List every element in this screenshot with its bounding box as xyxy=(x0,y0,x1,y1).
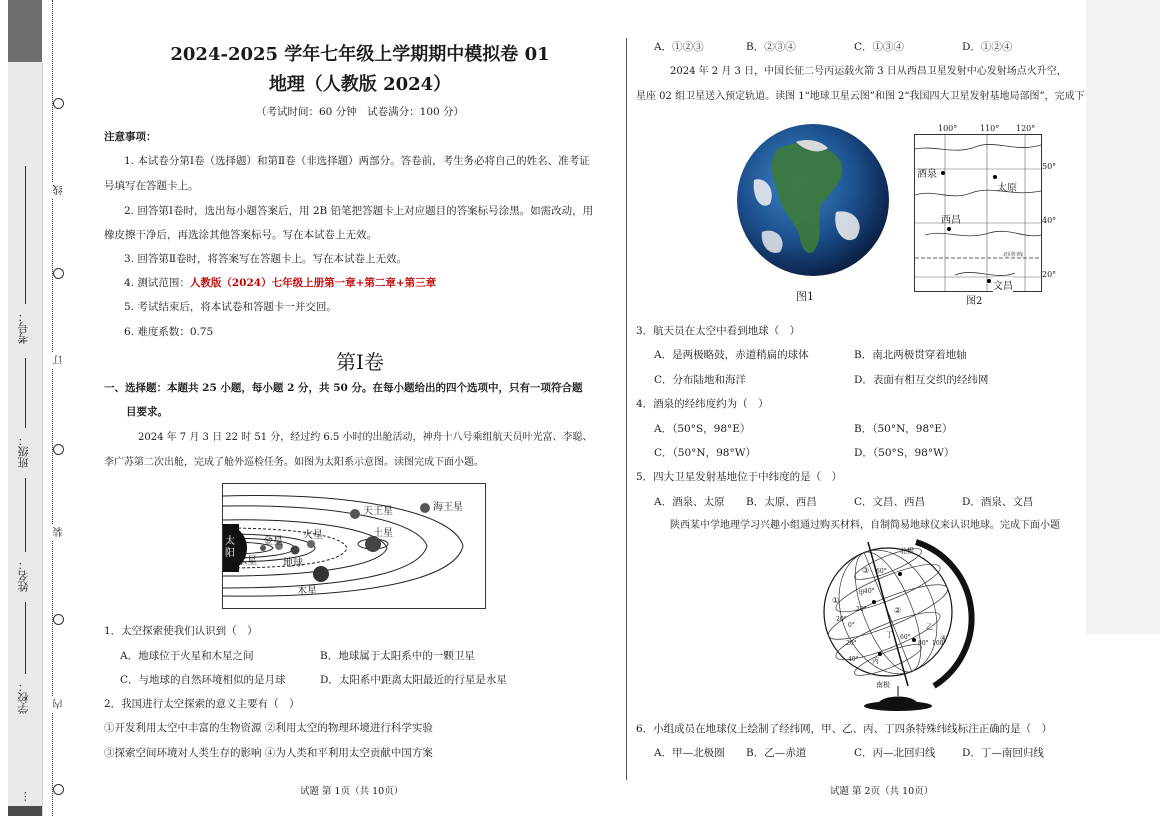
sun-label: 太阳 xyxy=(225,536,235,559)
fig2-tick-top: 100° xyxy=(938,124,958,133)
venus-label: 金星 xyxy=(263,536,283,547)
solar-system-figure xyxy=(222,483,486,609)
notice-scope-range: 人教版（2024）七年级上册第一章+第二章+第三章 xyxy=(189,277,437,289)
school-field-line xyxy=(25,602,26,674)
cut-label-inner: 内 xyxy=(52,696,66,712)
question-4: 4．酒泉的经纬度约为（ ） xyxy=(636,398,769,410)
cut-label-order: 订 xyxy=(52,352,66,368)
globe-lon-label: 100° xyxy=(932,640,947,647)
globe-lat-label: 40° xyxy=(848,656,859,663)
notice-scope-prefix: 4. 测试范围： xyxy=(124,277,190,289)
globe-north-pole-label: 北极 xyxy=(900,547,914,555)
mars-dot xyxy=(307,540,315,548)
cut-line xyxy=(52,0,67,816)
notice-line-scope xyxy=(124,276,436,290)
globe-mark: 丙 xyxy=(872,657,879,665)
uranus-dot xyxy=(350,509,360,519)
cut-circle xyxy=(53,614,64,625)
cut-label-line: 线 xyxy=(52,182,66,198)
globe-south-pole-label: 南极 xyxy=(876,681,890,689)
globe-lat-label: 20° xyxy=(846,640,857,647)
q2-option-d: D．①②④ xyxy=(962,41,1013,53)
notice-line: 2. 回答第Ⅰ卷时，选出每小题答案后，用 2B 铅笔把答题卡上对应题目的答案标号涂黑。如需改动，用 xyxy=(124,205,594,217)
mercury-label: 水星 xyxy=(237,556,257,567)
globe-lon-label: 80° xyxy=(918,640,929,647)
q6-option-b: B．乙—赤道 xyxy=(746,747,807,759)
page-2 xyxy=(636,0,1086,816)
globe-mark: ③ xyxy=(862,566,870,575)
globe-mark: 丁 xyxy=(886,631,893,639)
earth-label: 地球 xyxy=(283,558,303,569)
q2-option-b: B．②③④ xyxy=(746,41,796,53)
volume-heading: 第Ⅰ卷 xyxy=(336,350,384,374)
fig1-caption: 图1 xyxy=(796,290,814,303)
fig2-tick-side: 50° xyxy=(1042,162,1057,171)
question-6: 6．小组成员在地球仪上绘制了经纬网，甲、乙、丙、丁四条特殊纬线标注正确的是（ ） xyxy=(636,723,1053,735)
q3-option-a: A．是两极略鼓，赤道稍扁的球体 xyxy=(654,349,809,361)
page-1 xyxy=(100,0,620,816)
q5-option-b: B．太原、西昌 xyxy=(746,496,817,508)
notice-line: 1. 本试卷分第Ⅰ卷（选择题）和第Ⅱ卷（非选择题）两部分。答卷前，考生务必将自己的姓名、准考证 xyxy=(124,155,590,167)
notice-line: 橡皮擦干净后，再选涂其他答案标号。写在本试卷上无效。 xyxy=(104,229,377,241)
wenchang-dot xyxy=(987,279,991,283)
q5-option-d: D．酒泉、文昌 xyxy=(962,496,1034,508)
binding-dark-block xyxy=(8,0,42,62)
taiyuan-label: 太原 xyxy=(997,183,1017,194)
saturn-label: 土星 xyxy=(373,528,393,539)
q1-option-c: C．与地球的自然环境相似的是月球 xyxy=(120,674,286,686)
fig2-tick-side: 20° xyxy=(1042,270,1057,279)
q3-option-c: C．分布陆地和海洋 xyxy=(654,374,747,386)
question-2: 2．我国进行太空探索的意义主要有（ ） xyxy=(104,698,300,710)
globe-diagram xyxy=(816,536,976,712)
section-heading: 一、选择题：本题共 25 小题，每小题 2 分，共 50 分。在每小题给出的四个选项中，只有一项符合题 xyxy=(104,382,583,394)
jupiter-dot xyxy=(313,566,329,582)
q6-option-d: D．丁—南回归线 xyxy=(962,747,1044,759)
q1-option-a: A．地球位于火星和木星之间 xyxy=(120,650,254,662)
question-3: 3．航天员在太空中看到地球（ ） xyxy=(636,325,801,337)
q3-option-b: B．南北两极贯穿着地轴 xyxy=(854,349,967,361)
cut-circle xyxy=(53,784,64,795)
school-field-label: 学校： xyxy=(17,681,30,715)
globe-base xyxy=(864,701,932,711)
fig2-tick-side: 40° xyxy=(1042,216,1057,225)
page-footer: 试题 第 2页（共 10页） xyxy=(830,786,934,797)
uranus-label: 天王星 xyxy=(363,506,393,517)
q2-statement: ③探索空间环境对人类生存的影响 ④为人类和平利用太空贡献中国方案 xyxy=(104,747,433,759)
jupiter-label: 木星 xyxy=(297,586,317,597)
exam-time-info: （考试时间：60 分钟 试卷满分：100 分） xyxy=(255,106,465,118)
class-field-line xyxy=(25,358,26,428)
passage-line: 2024 年 7 月 3 日 22 时 51 分，经过约 6.5 小时的出舱活动，神舟十八号乘组航天员叶光富、李聪、 xyxy=(138,432,593,443)
question-5: 5．四大卫星发射基地位于中纬度的是（ ） xyxy=(636,471,843,483)
passage-line: 2024 年 2 月 3 日，中国长征二号丙运载火箭 3 日从西昌卫星发射中心发射场点火升空， xyxy=(670,66,1067,77)
globe-mark: ② xyxy=(894,606,902,615)
fig2-caption: 图2 xyxy=(966,296,983,307)
tropic-label: 北回归线 xyxy=(1003,252,1024,258)
fig2-tick-top: 120° xyxy=(1016,124,1036,133)
q2-option-a: A．①②③ xyxy=(654,41,704,53)
globe-lat-label: 40° xyxy=(864,588,875,595)
exam-number-field-line xyxy=(25,166,26,304)
wenchang-label: 文昌 xyxy=(993,277,1013,292)
q2-option-c: C．①③④ xyxy=(854,41,905,53)
name-field-label: 姓名： xyxy=(17,559,30,593)
q3-option-d: D．表面有相互交织的经纬网 xyxy=(854,374,989,386)
notice-heading: 注意事项： xyxy=(104,131,157,143)
q2-statement: ①开发利用太空中丰富的生物资源 ②利用太空的物理环境进行科学实验 xyxy=(104,722,433,734)
cut-circle xyxy=(53,98,64,109)
earth-satellite-image xyxy=(736,120,890,280)
launch-base-map-lines xyxy=(915,135,1041,291)
globe-mark: 甲 xyxy=(858,589,865,597)
q4-option-b: B．（50°N，98°E） xyxy=(854,423,953,435)
binding-bottom-dots: … xyxy=(16,791,29,803)
right-edge-shade xyxy=(1086,0,1160,634)
cut-circle xyxy=(53,268,64,279)
q4-option-c: C．（50°N，98°W） xyxy=(654,447,756,459)
class-field-label: 班级： xyxy=(17,435,30,469)
globe-lat-label: 60° xyxy=(876,568,887,575)
globe-mark: ④ xyxy=(940,634,948,643)
name-field-line xyxy=(25,478,26,552)
jiuquan-dot xyxy=(941,171,945,175)
question-1: 1．太空探索使我们认识到（ ） xyxy=(104,625,258,637)
exam-subject: 地理（人教版 2024） xyxy=(268,74,452,95)
globe-lon-label: 20° xyxy=(836,616,847,623)
q4-option-a: A．（50°S，98°E） xyxy=(654,423,751,435)
fig2-tick-top: 110° xyxy=(980,124,1000,133)
binding-dark-block-bottom xyxy=(8,806,42,816)
q6-option-a: A．甲—北极圈 xyxy=(654,747,725,759)
globe-lat-label: 0° xyxy=(848,622,855,629)
globe-mark: ① xyxy=(832,596,840,605)
launch-base-map xyxy=(914,134,1042,292)
globe-lat-label: 20° xyxy=(856,606,867,613)
q1-option-b: B．地球属于太阳系中的一颗卫星 xyxy=(320,650,475,662)
q1-option-d: D．太阳系中距离太阳最近的行星是水星 xyxy=(320,674,507,686)
xichang-label: 西昌 xyxy=(941,215,961,226)
globe-lat-label: 60° xyxy=(900,634,911,641)
q4-option-d: D．（50°S，98°W） xyxy=(854,447,955,459)
notice-line: 5. 考试结束后，将本试卷和答题卡一并交回。 xyxy=(124,301,337,313)
binding-margin xyxy=(0,0,44,816)
page-footer: 试题 第 1页（共 10页） xyxy=(300,786,404,797)
passage-line: 李广苏第二次出舱，完成了舱外巡检任务。如图为太阳系示意图。读图完成下面小题。 xyxy=(104,457,484,468)
notice-line: 6. 难度系数：0.75 xyxy=(124,326,214,338)
section-heading-cont: 目要求。 xyxy=(126,406,168,418)
xichang-dot xyxy=(947,227,951,231)
jiuquan-label: 酒泉 xyxy=(917,169,937,180)
q6-option-c: C．丙—北回归线 xyxy=(854,747,936,759)
notice-line: 号填写在答题卡上。 xyxy=(104,180,199,192)
cut-label-bind: 装 xyxy=(52,524,66,540)
neptune-dot xyxy=(420,503,430,513)
neptune-label: 海王星 xyxy=(433,502,463,513)
mars-label: 火星 xyxy=(303,530,323,541)
passage-line: 陕西某中学地理学习兴趣小组通过购买材料，自制简易地球仪来认识地球。完成下面小题 xyxy=(670,520,1060,531)
q5-option-a: A．酒泉、太原 xyxy=(654,496,725,508)
q5-option-c: C．文昌、西昌 xyxy=(854,496,926,508)
notice-line: 3. 回答第Ⅱ卷时，将答案写在答题卡上。写在本试卷上无效。 xyxy=(124,253,407,265)
exam-title: 2024-2025 学年七年级上学期期中模拟卷 01 xyxy=(170,44,550,65)
globe-mark: 乙 xyxy=(926,623,933,631)
column-divider xyxy=(626,38,627,780)
passage-line: 星座 02 组卫星送入预定轨道。读图 1“地球卫星云图”和图 2“我国四大卫星发射基地局部图”，完成下 xyxy=(636,91,1085,102)
cut-circle xyxy=(53,444,64,455)
exam-number-field-label: 考号： xyxy=(17,311,30,345)
